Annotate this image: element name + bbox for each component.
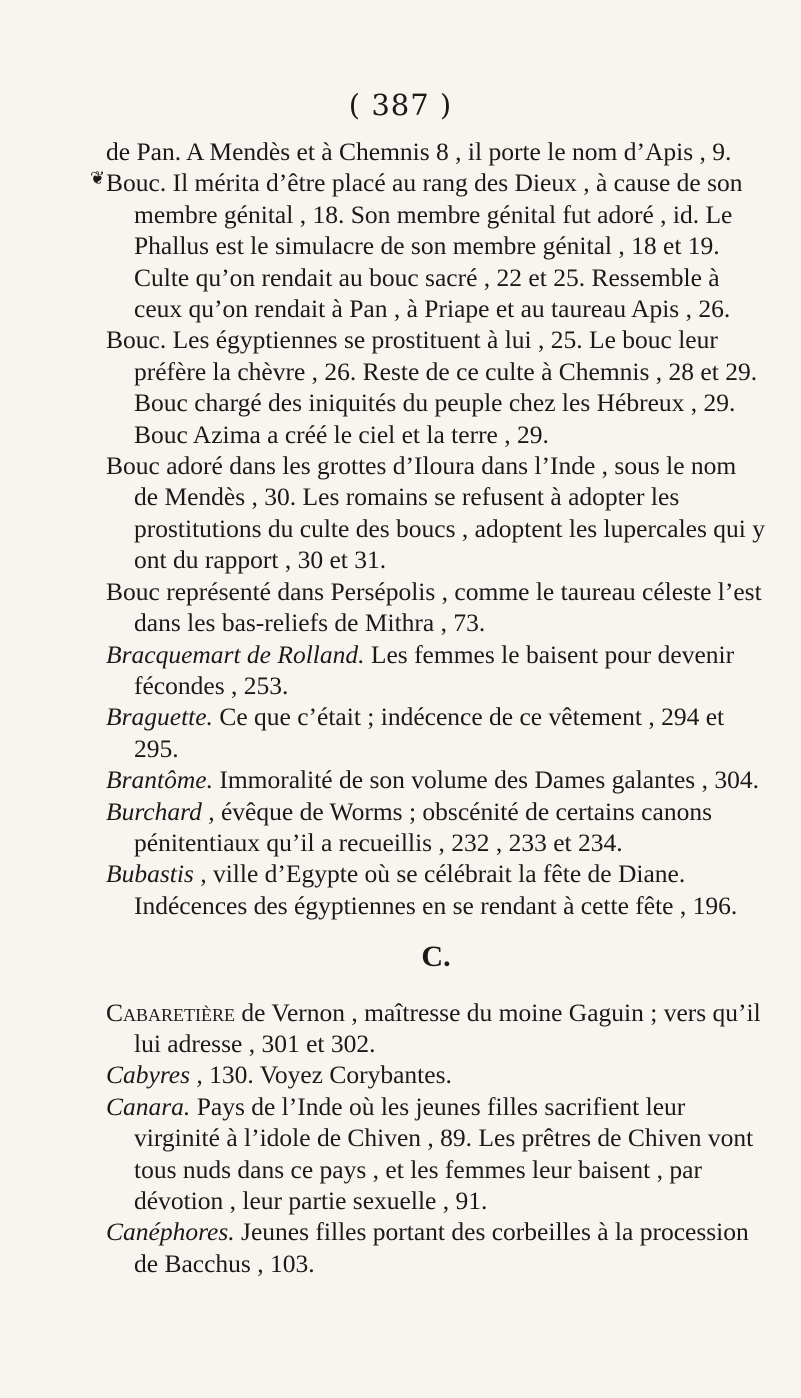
entry-headword: Bouc <box>106 451 160 481</box>
margin-mark: ❦ <box>90 168 106 189</box>
entry-headword: Bouc. <box>106 168 167 198</box>
index-entry <box>106 324 766 450</box>
index-entry <box>106 1216 766 1279</box>
entry-text: évêque de Worms ; obscénité de certains canons pénitentiaux qu’il a recueillis , 232 , 233 et 234. <box>134 796 712 857</box>
entry-text: Pays de l’Inde où les jeunes filles sacrifient leur virginité à l’idole de Chiven , 89. Les prêtres de Chiven vont tous nuds dans ce pays , et les femmes leur baisent , par dévotion , leur partie sexuelle , 91. <box>134 1091 754 1215</box>
entry-text: de Pan. A Mendès et à Chemnis 8 , il porte le nom d’Apis , 9. <box>106 137 732 166</box>
section-c-entries <box>106 997 766 1280</box>
index-entry <box>106 796 766 859</box>
section-b-entries <box>106 136 766 921</box>
entry-headword: Brantôme. <box>106 765 213 795</box>
entry-text: Ce que c’était ; indécence de ce vêtement , 294 et 295. <box>134 702 725 763</box>
entry-headword: Bubastis , <box>106 859 207 889</box>
entry-text: Jeunes filles portant des corbeilles à la procession de Bacchus , 103. <box>134 1217 749 1278</box>
entry-text: de Vernon , maîtresse du moine Gaguin ; vers qu’il lui adresse , 301 et 302. <box>134 997 761 1058</box>
index-entry <box>106 576 766 639</box>
entry-text: adoré dans les grottes d’Iloura dans l’Inde , sous le nom de Mendès , 30. Les romains se refusent à adopter les prostitutions du culte des boucs , adoptent les lupercales qui y ont du rapport , 30 et 31. <box>134 451 766 575</box>
entry-headword: Bouc <box>106 576 160 606</box>
index-entry <box>106 136 766 167</box>
index-entry <box>106 997 766 1060</box>
index-entry <box>106 1059 766 1090</box>
index-entry <box>106 1091 766 1217</box>
entry-text: Les femmes le baisent pour devenir fécondes , 253. <box>134 639 735 700</box>
entry-headword: Cabaretière <box>106 997 235 1027</box>
entry-headword: Bracquemart de Rolland. <box>106 639 365 669</box>
entry-text: Il mérita d’être placé au rang des Dieux , à cause de son membre génital , 18. Son membre génital fut adoré , id. Le Phallus est le simulacre de son membre génital , 18 et 19. Culte qu’on rendait au bouc sacré , 22 et 25. Ressemble à ceux qu’on rendait à Pan , à Priape et au taureau Apis , 26. <box>134 168 743 324</box>
index-entry <box>106 764 766 795</box>
entry-headword: Cabyres , <box>106 1060 203 1090</box>
entry-headword: Braguette. <box>106 702 213 732</box>
index-entry <box>106 450 766 576</box>
entry-headword: Burchard , <box>106 796 215 826</box>
index-entry <box>106 639 766 702</box>
page-number: ( 387 ) <box>348 88 453 122</box>
entry-text: Immoralité de son volume des Dames galantes , 304. <box>212 765 759 795</box>
entry-text: Les égyptiennes se prostituent à lui , 25. Le bouc leur préfère la chèvre , 26. Reste de ce culte à Chemnis , 28 et 29. Bouc chargé des iniquités du peuple chez les Hébreux , 29. Bouc Azima a créé le ciel et la terre , 29. <box>134 325 758 449</box>
entry-headword: Canéphores. <box>106 1217 235 1247</box>
entry-text: ville d’Egypte où se célébrait la fête de Diane. Indécences des égyptiennes en se rendant à cette fête , 196. <box>134 859 738 920</box>
index-content <box>106 136 766 1279</box>
entry-text: 130. Voyez Corybantes. <box>202 1060 452 1090</box>
entry-headword: Bouc. <box>106 325 167 355</box>
entry-headword: Canara. <box>106 1091 191 1121</box>
index-entry <box>106 858 766 921</box>
index-entry <box>106 701 766 764</box>
section-letter: C. <box>421 940 451 974</box>
entry-text: représenté dans Persépolis , comme le taureau céleste l’est dans les bas-reliefs de Mithra , 73. <box>134 576 762 638</box>
index-entry <box>106 167 766 324</box>
